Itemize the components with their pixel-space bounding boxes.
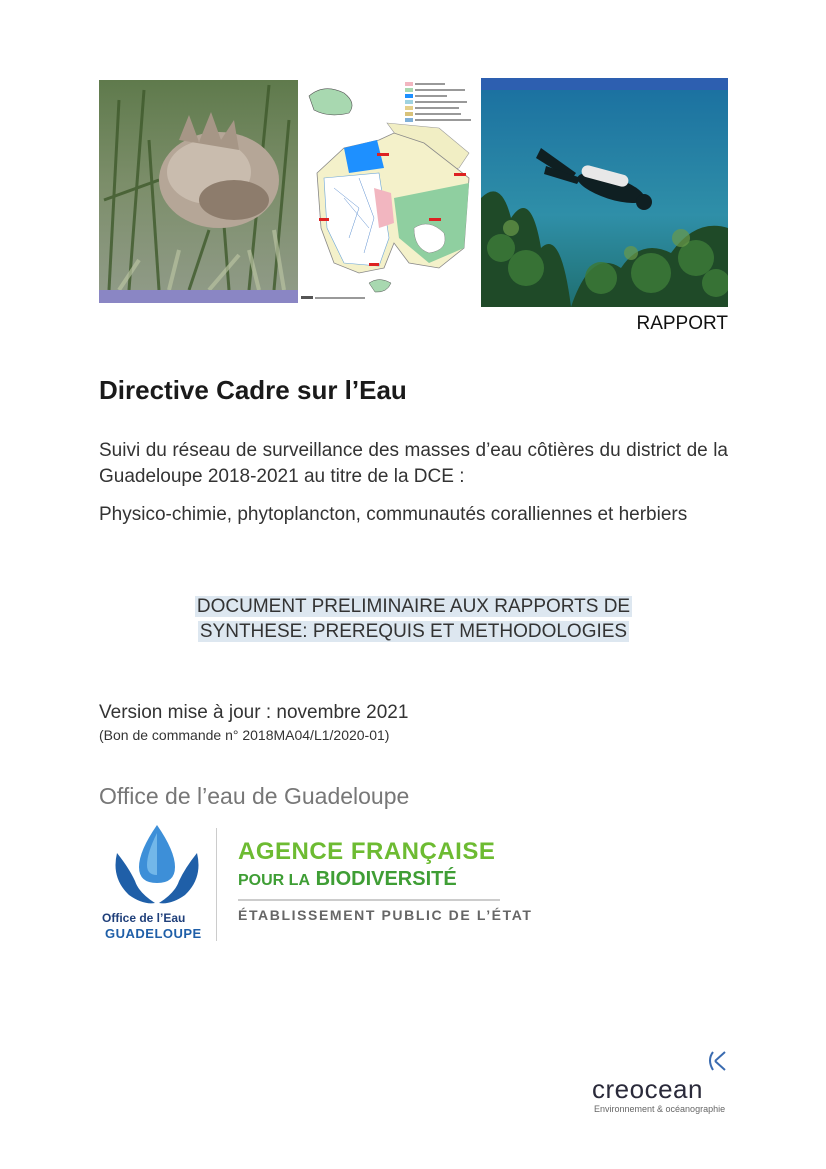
client-name: Office de l’eau de Guadeloupe bbox=[99, 783, 410, 809]
conch-photo bbox=[99, 80, 298, 303]
preliminary-notice bbox=[99, 594, 728, 644]
afb-logo-line-2 bbox=[238, 868, 533, 891]
afb-logo bbox=[238, 838, 533, 923]
creocean-mark-icon bbox=[705, 1050, 727, 1077]
office-eau-logo-text-2: GUADELOUPE bbox=[105, 926, 202, 941]
creocean-tagline: Environnement & océanographie bbox=[594, 1104, 726, 1114]
preliminary-line-2: SYNTHESE: PREREQUIS ET METHODOLOGIES bbox=[199, 621, 628, 642]
office-eau-logo bbox=[99, 823, 215, 943]
afb-logo-prefix: POUR LA bbox=[238, 872, 310, 889]
diver-photo bbox=[481, 78, 728, 307]
office-eau-logo-text-1: Office de l’Eau bbox=[102, 911, 186, 925]
logo-divider bbox=[216, 828, 217, 941]
order-reference: (Bon de commande n° 2018MA04/L1/2020-01) bbox=[99, 727, 390, 743]
preliminary-line-1: DOCUMENT PRELIMINAIRE AUX RAPPORTS DE bbox=[196, 596, 631, 617]
document-title: Directive Cadre sur l’Eau bbox=[99, 375, 407, 405]
guadeloupe-map bbox=[299, 78, 479, 308]
document-subtitle-topics: Physico-chimie, phytoplancton, communautés coralliennes et herbiers bbox=[99, 504, 688, 525]
afb-logo-line-1: AGENCE FRANÇAISE bbox=[238, 838, 496, 865]
afb-logo-main: BIODIVERSITÉ bbox=[315, 868, 457, 890]
version-date: Version mise à jour : novembre 2021 bbox=[99, 702, 409, 723]
document-subtitle: Suivi du réseau de surveillance des masses d’eau côtières du district de la Guadeloupe 2018-2021 au titre de la DCE : bbox=[99, 440, 728, 487]
afb-logo-rule bbox=[238, 899, 500, 901]
report-label: RAPPORT bbox=[636, 313, 728, 334]
creocean-logo-text: creocean bbox=[592, 1074, 703, 1104]
afb-logo-line-3: ÉTABLISSEMENT PUBLIC DE L’ÉTAT bbox=[238, 907, 533, 923]
